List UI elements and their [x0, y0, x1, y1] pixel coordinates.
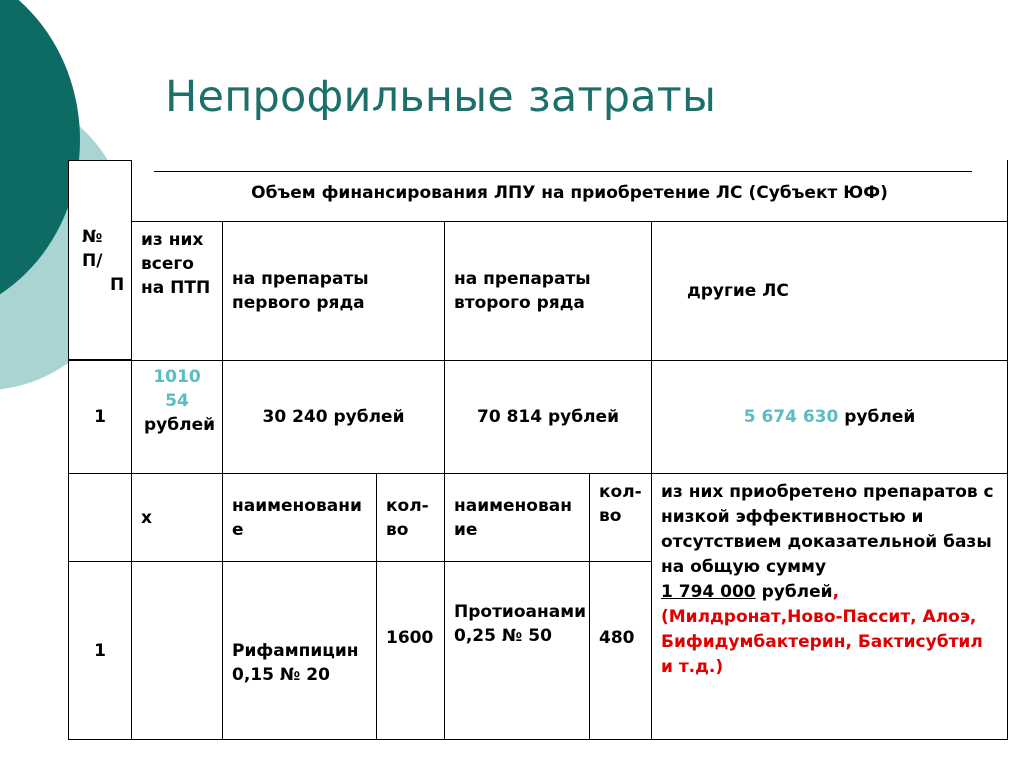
row2-qty2-text: кол-во — [599, 482, 642, 526]
row2-other-list: (Милдронат,Ново-Пассит, Алоэ, Бифидумбактерин, Бактисубтил и т.д.) — [661, 607, 983, 677]
row3-drug1 — [222, 561, 377, 740]
slide-title: Непрофильные затраты — [165, 72, 717, 122]
row2-name2 — [444, 473, 590, 562]
row1-other-unit: рублей — [844, 407, 916, 427]
subheader-ptp — [131, 221, 223, 361]
row2-ptp — [131, 473, 223, 562]
row2-num — [68, 473, 132, 562]
header-num-line3: П — [110, 275, 125, 295]
row1-other — [651, 360, 1008, 474]
row2-qty1 — [376, 473, 445, 562]
subheader-second-row-text: на препараты второго ряда — [454, 269, 591, 313]
row2-other-sum: 1 794 000 — [661, 582, 756, 602]
row1-first-row-text: 30 240 рублей — [262, 407, 405, 427]
row1-other-value: 5 674 630 — [743, 407, 839, 427]
row3-ptp — [131, 561, 223, 740]
row1-ptp-unit: рублей — [144, 415, 216, 435]
row3-num-text: 1 — [94, 640, 106, 661]
row2-name1-text: наименование — [232, 496, 362, 540]
subheader-other — [651, 221, 1008, 361]
financing-table — [68, 160, 1008, 740]
row3-qty2-text: 480 — [599, 628, 635, 648]
row1-second-row — [444, 360, 652, 474]
row2-other — [651, 473, 1008, 740]
row1-num — [68, 360, 132, 474]
row3-qty2 — [589, 561, 652, 740]
row2-ptp-text: х — [141, 507, 152, 528]
row1-num-text: 1 — [94, 407, 106, 427]
subheader-first-row-text: на препараты первого ряда — [232, 269, 369, 313]
row2-qty2 — [589, 473, 652, 562]
row2-qty1-text: кол-во — [386, 496, 429, 540]
row1-second-row-text: 70 814 рублей — [477, 407, 619, 427]
header-top-rule — [154, 171, 972, 172]
row3-qty1-text: 1600 — [386, 628, 434, 648]
row2-name2-text: наименование — [454, 496, 572, 540]
row1-first-row — [222, 360, 445, 474]
row3-drug1-text: Рифампицин 0,15 № 20 — [232, 640, 359, 685]
subheader-first-row — [222, 221, 445, 361]
row3-qty1 — [376, 561, 445, 740]
row2-other-text: из них приобретено препаратов с низкой эффективностью и отсутствием доказательной базы на общую сумму — [661, 482, 994, 577]
main-header-text: Объем финансирования ЛПУ на приобретение ЛС (Субъект ЮФ) — [251, 182, 888, 203]
row2-other-comma: , — [832, 582, 840, 602]
row1-ptp-value: 1010 54 — [153, 367, 201, 411]
row3-drug2 — [444, 561, 590, 740]
header-num-line2: П/ — [82, 251, 103, 271]
row3-drug2-text: Протиоанами 0,25 № 50 — [454, 602, 587, 646]
main-header-cell — [131, 160, 1008, 222]
row2-other-sum-unit: рублей — [761, 582, 833, 602]
header-num-cell — [68, 160, 132, 360]
row1-ptp — [131, 360, 223, 474]
subheader-ptp-text: из них всего на ПТП — [141, 230, 211, 298]
row2-name1 — [222, 473, 377, 562]
subheader-second-row — [444, 221, 652, 361]
header-num-line1: № — [82, 227, 103, 247]
row3-num — [68, 561, 132, 740]
subheader-other-text: другие ЛС — [687, 281, 789, 301]
